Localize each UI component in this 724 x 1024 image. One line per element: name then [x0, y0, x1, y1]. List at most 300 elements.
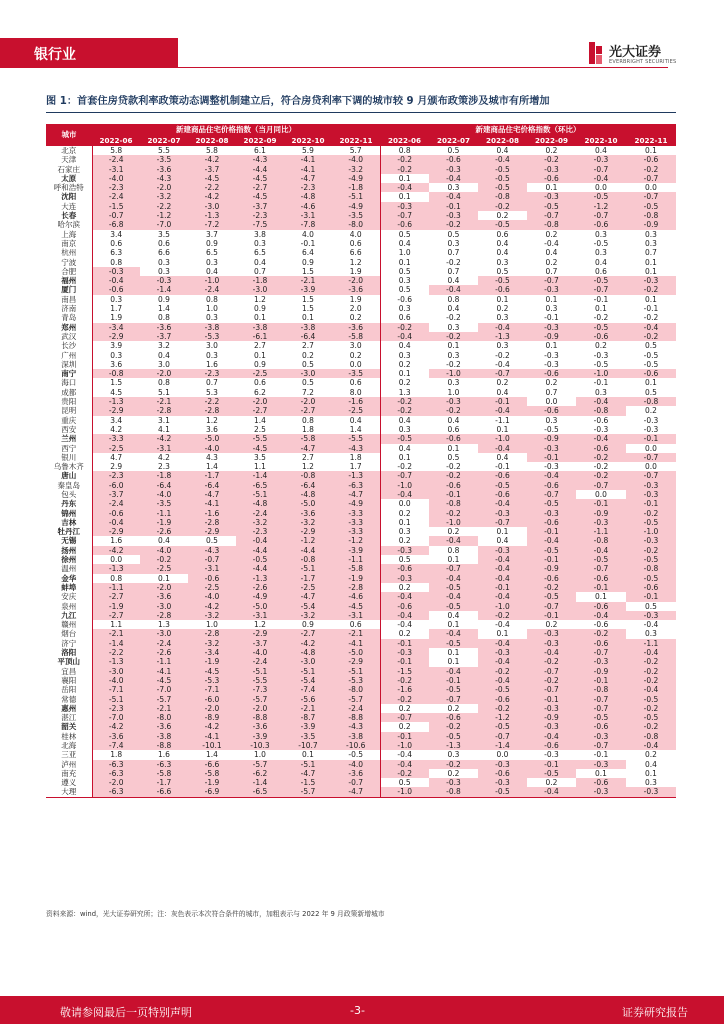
mom-value-cell: -0.2: [380, 695, 429, 704]
mom-value-cell: 0.0: [645, 443, 657, 453]
yoy-value-cell: -1.9: [188, 778, 236, 787]
mom-value-cell: 0.2: [398, 722, 411, 732]
yoy-value-cell: 1.9: [332, 295, 380, 304]
yoy-value-cell: -2.2: [92, 648, 140, 657]
mom-value-cell: -0.6: [429, 155, 478, 164]
mom-value-cell: -0.8: [576, 536, 626, 545]
mom-value-cell: 0.1: [645, 294, 657, 304]
mom-value-cell: -0.5: [478, 276, 527, 285]
mom-value-cell: 0.4: [496, 248, 509, 258]
table-row: [46, 323, 676, 332]
yoy-value-cell: -5.7: [236, 695, 284, 704]
mom-value-cell: -0.4: [478, 592, 527, 601]
yoy-value-cell: -7.4: [284, 685, 332, 694]
mom-value-cell: -0.1: [626, 434, 676, 443]
yoy-value-cell: -4.8: [284, 490, 332, 499]
mom-value-cell: 0.1: [545, 341, 558, 351]
mom-value-cell: 0.5: [447, 146, 460, 155]
yoy-value-cell: -3.8: [284, 323, 332, 332]
yoy-value-cell: -2.0: [140, 183, 188, 192]
mom-value-cell: -0.2: [478, 667, 527, 676]
city-column-header: 城市: [46, 124, 92, 146]
yoy-value-cell: -2.3: [236, 211, 284, 220]
yoy-value-cell: 0.1: [158, 573, 170, 583]
yoy-value-cell: -1.4: [92, 639, 140, 648]
yoy-value-cell: -2.1: [140, 704, 188, 713]
mom-value-cell: -0.4: [429, 629, 478, 638]
yoy-value-cell: -4.5: [188, 667, 236, 676]
yoy-value-cell: 0.4: [158, 536, 170, 546]
table-row: [46, 220, 676, 229]
yoy-value-cell: 4.3: [206, 452, 218, 462]
yoy-value-cell: -2.6: [236, 583, 284, 592]
yoy-value-cell: 0.3: [158, 266, 170, 276]
yoy-value-cell: 1.5: [302, 266, 314, 276]
yoy-value-cell: -4.0: [236, 648, 284, 657]
table-row: [46, 778, 676, 787]
mom-value-cell: 0.5: [447, 452, 460, 462]
mom-value-cell: -0.9: [527, 564, 576, 573]
yoy-value-cell: -4.2: [92, 722, 140, 731]
mom-value-cell: -0.5: [527, 546, 576, 555]
city-cell: 徐州: [46, 555, 92, 564]
yoy-value-cell: 6.6: [332, 248, 380, 257]
yoy-value-cell: -8.8: [140, 741, 188, 750]
mom-value-cell: -0.2: [626, 657, 676, 666]
table-row: [46, 183, 676, 192]
mom-value-cell: 0.8: [398, 146, 411, 155]
city-cell: 韶关: [46, 722, 92, 731]
yoy-value-cell: 0.3: [206, 350, 218, 360]
yoy-value-cell: -0.4: [236, 536, 284, 545]
mom-value-cell: 0.5: [645, 387, 657, 397]
mom-value-cell: -0.4: [527, 648, 576, 657]
yoy-value-cell: -5.8: [284, 434, 332, 443]
mom-value-cell: -0.7: [576, 564, 626, 573]
mom-value-cell: 0.6: [496, 229, 509, 239]
mom-value-cell: 0.4: [496, 387, 509, 397]
mom-value-cell: -0.2: [576, 453, 626, 462]
yoy-value-cell: 0.3: [158, 257, 170, 267]
city-cell: 常德: [46, 695, 92, 704]
city-cell: 长春: [46, 211, 92, 220]
mom-group-header: 新建商品住宅价格指数（环比）: [380, 124, 676, 135]
yoy-value-cell: -5.8: [332, 332, 380, 341]
mom-value-cell: -0.7: [380, 471, 429, 480]
mom-value-cell: 0.3: [447, 750, 460, 760]
mom-value-cell: -0.2: [429, 332, 478, 341]
table-row: [46, 397, 676, 406]
mom-value-cell: 0.1: [447, 555, 460, 565]
mom-value-cell: -0.9: [527, 713, 576, 722]
mom-value-cell: 0.5: [398, 778, 411, 788]
mom-value-cell: -0.3: [429, 778, 478, 787]
mom-value-cell: -0.2: [397, 462, 413, 472]
mom-value-cell: 0.2: [545, 257, 558, 267]
yoy-value-cell: -6.3: [332, 481, 380, 490]
yoy-value-cell: -1.5: [284, 778, 332, 787]
mom-value-cell: 0.3: [595, 387, 607, 397]
yoy-value-cell: -3.5: [140, 499, 188, 508]
yoy-value-cell: 0.9: [206, 238, 218, 248]
table-row: [46, 295, 676, 304]
yoy-value-cell: 3.5: [158, 229, 170, 239]
table-row: [46, 239, 676, 248]
yoy-value-cell: 0.1: [302, 313, 314, 323]
yoy-value-cell: 0.7: [254, 266, 266, 276]
yoy-value-cell: -4.5: [236, 174, 284, 183]
mom-value-cell: -0.3: [576, 760, 626, 769]
yoy-value-cell: -8.0: [332, 220, 380, 229]
mom-value-cell: -0.4: [380, 592, 429, 601]
yoy-value-cell: -4.0: [188, 592, 236, 601]
yoy-value-cell: -3.5: [140, 155, 188, 164]
mom-value-cell: 0.5: [645, 341, 657, 351]
mom-value-cell: -0.4: [429, 536, 478, 545]
yoy-value-cell: -2.6: [140, 648, 188, 657]
mom-value-cell: -0.1: [544, 313, 559, 323]
mom-value-cell: -0.3: [380, 648, 429, 657]
mom-value-cell: 0.4: [496, 146, 509, 155]
yoy-value-cell: -2.7: [236, 183, 284, 192]
mom-value-cell: 0.7: [447, 248, 460, 258]
mom-value-cell: -0.6: [576, 602, 626, 611]
mom-value-cell: -0.3: [429, 211, 478, 220]
yoy-value-cell: -4.4: [236, 564, 284, 573]
mom-value-cell: -0.1: [643, 304, 659, 314]
city-cell: 石家庄: [46, 165, 92, 174]
mom-value-cell: -0.6: [478, 285, 527, 294]
mom-value-cell: -0.1: [527, 611, 576, 620]
mom-value-cell: -0.5: [429, 602, 478, 611]
yoy-value-cell: -4.4: [236, 165, 284, 174]
yoy-value-cell: -2.0: [140, 583, 188, 592]
city-cell: 太原: [46, 174, 92, 183]
yoy-value-cell: -0.6: [92, 509, 140, 518]
mom-value-cell: -0.3: [576, 787, 626, 797]
mom-value-cell: 0.1: [447, 657, 460, 667]
yoy-value-cell: -1.8: [140, 471, 188, 480]
yoy-value-cell: 0.2: [332, 313, 380, 322]
yoy-value-cell: -3.0: [284, 369, 332, 378]
mom-value-cell: 0.3: [447, 378, 460, 388]
city-cell: 宜昌: [46, 667, 92, 676]
yoy-value-cell: 6.5: [254, 248, 266, 258]
mom-value-cell: 0.3: [447, 322, 460, 332]
mom-value-cell: -0.3: [544, 462, 559, 472]
yoy-period-header: 2022-11: [332, 135, 380, 146]
mom-value-cell: 0.7: [645, 248, 657, 258]
mom-value-cell: -0.3: [527, 722, 576, 731]
mom-value-cell: 0.1: [447, 648, 460, 658]
yoy-value-cell: -1.8: [236, 276, 284, 285]
table-row: [46, 760, 676, 769]
mom-value-cell: -0.3: [478, 546, 527, 555]
logo-mark-icon: [587, 40, 605, 66]
yoy-value-cell: 0.8: [110, 257, 123, 267]
yoy-value-cell: -4.2: [140, 434, 188, 443]
yoy-value-cell: -1.3: [236, 574, 284, 583]
yoy-value-cell: -10.3: [236, 741, 284, 750]
mom-value-cell: -0.6: [527, 518, 576, 527]
mom-value-cell: 0.3: [496, 257, 509, 267]
yoy-value-cell: 4.2: [110, 424, 123, 434]
yoy-value-cell: -2.0: [236, 704, 284, 713]
mom-value-cell: -1.6: [380, 685, 429, 694]
yoy-value-cell: -2.0: [332, 276, 380, 285]
yoy-value-cell: 3.9: [110, 341, 123, 351]
yoy-value-cell: -4.1: [188, 732, 236, 741]
table-row: [46, 704, 676, 713]
mom-value-cell: -0.7: [576, 648, 626, 657]
table-row: [46, 202, 676, 211]
city-cell: 厦门: [46, 285, 92, 294]
yoy-value-cell: 3.6: [206, 424, 218, 434]
mom-value-cell: -0.6: [527, 741, 576, 750]
mom-value-cell: -0.7: [429, 695, 478, 704]
yoy-value-cell: -4.7: [332, 787, 380, 797]
yoy-value-cell: -3.8: [332, 732, 380, 741]
mom-value-cell: -0.5: [643, 350, 659, 360]
city-cell: 福州: [46, 276, 92, 285]
mom-value-cell: -0.5: [527, 769, 576, 778]
mom-value-cell: -0.1: [527, 695, 576, 704]
mom-value-cell: -0.3: [527, 444, 576, 453]
mom-value-cell: -0.5: [478, 787, 527, 797]
mom-period-header: 2022-08: [478, 135, 527, 146]
yoy-value-cell: -6.2: [236, 769, 284, 778]
mom-value-cell: 0.1: [595, 592, 607, 602]
yoy-value-cell: 0.7: [206, 378, 218, 388]
table-row: [46, 369, 676, 378]
yoy-value-cell: -7.8: [284, 220, 332, 229]
mom-value-cell: -0.3: [576, 518, 626, 527]
mom-value-cell: -0.2: [626, 667, 676, 676]
mom-value-cell: 0.7: [545, 387, 558, 397]
mom-value-cell: -0.6: [397, 294, 413, 304]
mom-value-cell: 0.1: [645, 266, 657, 276]
mom-value-cell: -0.5: [626, 713, 676, 722]
mom-value-cell: 0.3: [398, 350, 411, 360]
yoy-value-cell: 1.6: [158, 750, 170, 760]
yoy-value-cell: 0.8: [206, 294, 218, 304]
mom-value-cell: 0.4: [447, 415, 460, 425]
city-cell: 贵阳: [46, 397, 92, 406]
yoy-value-cell: -5.8: [188, 769, 236, 778]
yoy-value-cell: 3.0: [206, 341, 218, 351]
yoy-value-cell: -6.4: [284, 332, 332, 341]
city-cell: 呼和浩特: [46, 183, 92, 192]
mom-value-cell: -0.5: [576, 323, 626, 332]
city-cell: 平顶山: [46, 657, 92, 666]
yoy-value-cell: 6.3: [110, 248, 123, 258]
table-row: [46, 648, 676, 657]
yoy-value-cell: -4.0: [332, 760, 380, 769]
mom-value-cell: -0.5: [626, 574, 676, 583]
mom-value-cell: 0.3: [398, 276, 411, 286]
yoy-value-cell: 0.3: [254, 238, 266, 248]
yoy-value-cell: -4.0: [188, 444, 236, 453]
mom-value-cell: 0.4: [447, 610, 460, 620]
yoy-value-cell: -4.1: [188, 499, 236, 508]
mom-value-cell: 0.2: [398, 508, 411, 518]
mom-value-cell: -0.3: [643, 424, 659, 434]
mom-value-cell: -0.2: [576, 629, 626, 638]
yoy-value-cell: 1.3: [158, 620, 170, 630]
yoy-value-cell: -5.3: [188, 332, 236, 341]
city-cell: 南宁: [46, 369, 92, 378]
city-cell: 广州: [46, 351, 92, 360]
mom-value-cell: 0.1: [447, 620, 460, 630]
yoy-value-cell: -2.0: [284, 397, 332, 406]
yoy-value-cell: 0.9: [302, 620, 314, 630]
yoy-value-cell: -5.8: [332, 564, 380, 573]
mom-value-cell: -0.3: [429, 397, 478, 406]
yoy-value-cell: -1.9: [332, 574, 380, 583]
mom-value-cell: -0.3: [626, 481, 676, 490]
mom-value-cell: -0.6: [576, 722, 626, 731]
yoy-value-cell: -6.3: [140, 760, 188, 769]
mom-value-cell: -0.2: [593, 313, 609, 323]
yoy-value-cell: -2.5: [140, 564, 188, 573]
yoy-value-cell: -3.9: [284, 722, 332, 731]
yoy-value-cell: 1.2: [332, 258, 380, 267]
table-row: [46, 713, 676, 722]
mom-value-cell: 0.1: [398, 517, 411, 527]
yoy-value-cell: -1.3: [188, 211, 236, 220]
mom-value-cell: -0.5: [527, 499, 576, 508]
mom-value-cell: -0.4: [478, 323, 527, 332]
mom-value-cell: -0.5: [429, 685, 478, 694]
yoy-value-cell: -1.2: [140, 211, 188, 220]
city-cell: 秦皇岛: [46, 481, 92, 490]
mom-value-cell: -0.5: [527, 202, 576, 211]
table-row: [46, 332, 676, 341]
yoy-value-cell: 1.0: [206, 620, 218, 630]
city-cell: 沈阳: [46, 192, 92, 201]
yoy-value-cell: -2.5: [332, 406, 380, 415]
yoy-value-cell: -3.1: [188, 564, 236, 573]
mom-value-cell: -0.6: [576, 639, 626, 648]
yoy-value-cell: -4.8: [236, 499, 284, 508]
mom-value-cell: -0.7: [527, 685, 576, 694]
mom-value-cell: -0.6: [429, 713, 478, 722]
yoy-value-cell: -2.9: [332, 657, 380, 666]
yoy-value-cell: -5.7: [140, 695, 188, 704]
yoy-value-cell: 0.6: [332, 378, 380, 387]
city-cell: 南充: [46, 769, 92, 778]
mom-value-cell: -0.2: [446, 257, 461, 267]
mom-value-cell: 0.1: [398, 369, 411, 379]
table-row: [46, 536, 676, 545]
mom-value-cell: -0.3: [527, 509, 576, 518]
yoy-value-cell: 1.8: [332, 453, 380, 462]
yoy-value-cell: -2.1: [284, 276, 332, 285]
yoy-value-cell: 0.6: [158, 238, 170, 248]
yoy-value-cell: -3.5: [284, 732, 332, 741]
mom-value-cell: 0.6: [447, 424, 460, 434]
yoy-value-cell: -3.6: [140, 722, 188, 731]
yoy-value-cell: 1.4: [158, 304, 170, 314]
mom-value-cell: -0.4: [576, 174, 626, 183]
mom-value-cell: 0.2: [398, 582, 411, 592]
mom-value-cell: -0.3: [478, 648, 527, 657]
mom-value-cell: 0.4: [496, 452, 509, 462]
table-row: [46, 341, 676, 350]
yoy-value-cell: -2.1: [140, 397, 188, 406]
mom-value-cell: -0.3: [478, 760, 527, 769]
yoy-value-cell: -4.3: [332, 722, 380, 731]
yoy-value-cell: 5.8: [110, 146, 123, 155]
table-row: [46, 695, 676, 704]
mom-value-cell: -0.1: [626, 592, 676, 601]
city-cell: 昆明: [46, 406, 92, 415]
yoy-value-cell: -5.1: [332, 667, 380, 676]
mom-value-cell: -0.4: [626, 741, 676, 750]
yoy-value-cell: -2.4: [236, 657, 284, 666]
table-row: [46, 304, 676, 313]
mom-value-cell: -0.3: [380, 546, 429, 555]
mom-value-cell: -0.2: [626, 332, 676, 341]
yoy-value-cell: 0.6: [254, 378, 266, 388]
yoy-value-cell: -5.1: [284, 564, 332, 573]
yoy-value-cell: -1.1: [332, 555, 380, 564]
mom-value-cell: -0.5: [380, 434, 429, 443]
city-cell: 郑州: [46, 323, 92, 332]
yoy-value-cell: -1.1: [140, 657, 188, 666]
yoy-value-cell: -3.2: [236, 518, 284, 527]
table-row: [46, 499, 676, 508]
mom-value-cell: -0.3: [429, 165, 478, 174]
mom-value-cell: -0.4: [626, 323, 676, 332]
mom-value-cell: -0.4: [380, 760, 429, 769]
mom-value-cell: -0.6: [380, 564, 429, 573]
yoy-value-cell: -1.2: [284, 536, 332, 545]
table-row: [46, 285, 676, 294]
yoy-value-cell: -5.1: [92, 695, 140, 704]
mom-value-cell: 0.5: [398, 285, 411, 295]
mom-value-cell: -0.2: [626, 704, 676, 713]
mom-value-cell: -0.1: [626, 499, 676, 508]
yoy-value-cell: 1.0: [254, 750, 266, 760]
mom-value-cell: -0.4: [429, 174, 478, 183]
yoy-value-cell: -2.4: [332, 704, 380, 713]
table-row: [46, 546, 676, 555]
mom-value-cell: -0.2: [380, 323, 429, 332]
yoy-value-cell: -2.3: [92, 183, 140, 192]
yoy-value-cell: -4.2: [188, 155, 236, 164]
yoy-value-cell: 1.9: [332, 267, 380, 276]
footer-disclaimer: 敬请参阅最后一页特别声明: [60, 1006, 192, 1019]
mom-value-cell: -0.4: [478, 657, 527, 666]
yoy-value-cell: 3.0: [332, 341, 380, 350]
yoy-value-cell: -6.3: [92, 760, 140, 769]
table-row: [46, 276, 676, 285]
yoy-value-cell: -5.3: [332, 676, 380, 685]
mom-value-cell: 0.3: [398, 527, 411, 537]
mom-value-cell: -0.2: [429, 220, 478, 229]
yoy-value-cell: -2.8: [332, 583, 380, 592]
yoy-value-cell: 0.1: [254, 313, 266, 323]
mom-value-cell: -0.2: [495, 350, 510, 360]
mom-value-cell: -0.1: [429, 202, 478, 211]
city-cell: 武汉: [46, 332, 92, 341]
table-row: [46, 620, 676, 629]
source-note: 资料来源：wind，光大证券研究所；注：灰色表示本次符合条件的城市，加粗表示与 2022 年 9 月政策新增城市: [46, 910, 385, 918]
yoy-value-cell: -2.0: [188, 704, 236, 713]
mom-value-cell: -0.4: [527, 471, 576, 480]
yoy-value-cell: -7.3: [236, 685, 284, 694]
